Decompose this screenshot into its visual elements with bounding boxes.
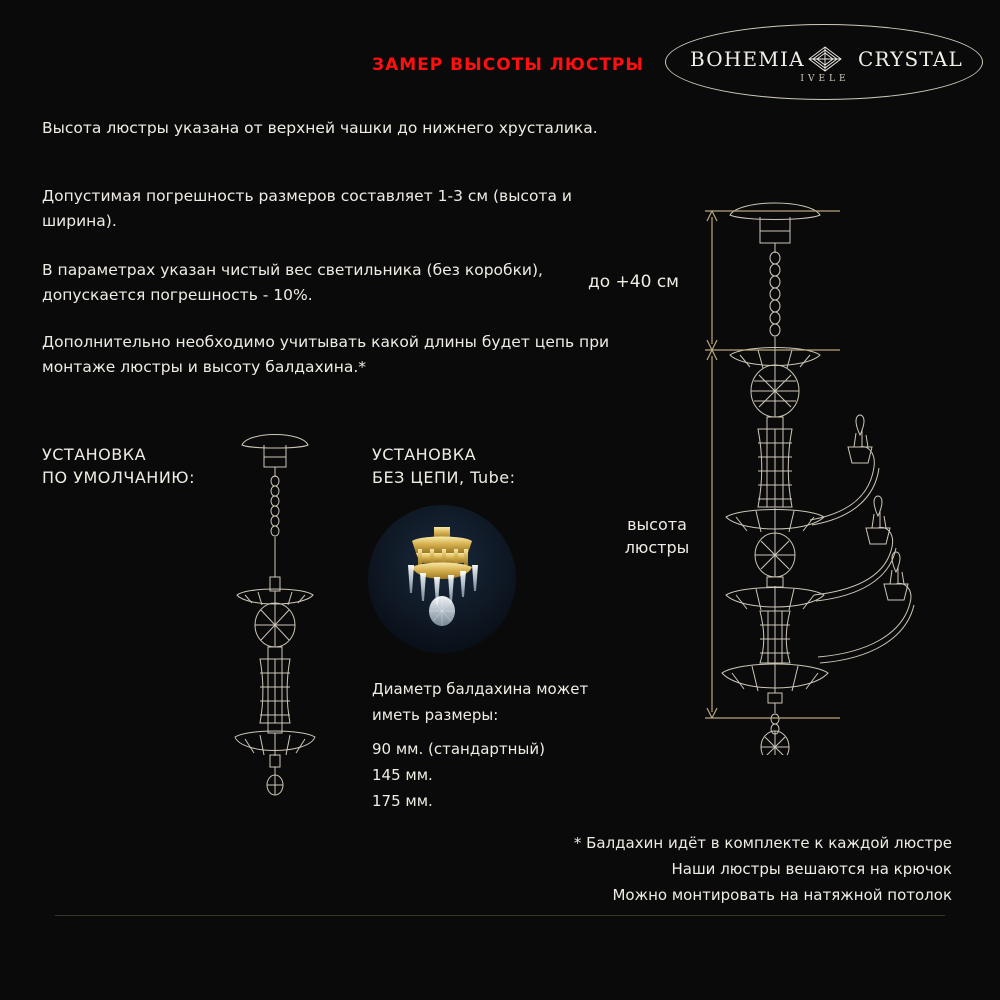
chandelier-default-illustration — [190, 415, 360, 815]
footer-note-2: Наши люстры вешаются на крючок — [671, 860, 952, 878]
canopy-size-1: 145 мм. — [372, 766, 433, 784]
chandelier-large-illustration — [690, 195, 990, 755]
intro-paragraph-1: Высота люстры указана от верхней чашки до нижнего хрусталика. — [42, 119, 598, 137]
logo-subtext: IVELE — [800, 74, 850, 84]
canopy-size-0: 90 мм. (стандартный) — [372, 740, 545, 758]
dimension-arrows — [690, 195, 990, 755]
footer-note-3: Можно монтировать на натяжной потолок — [612, 886, 952, 904]
intro-paragraph-2: Допустимая погрешность размеров составляет 1-3 см (высота и ширина). — [42, 187, 572, 230]
intro-paragraph-4: Дополнительно необходимо учитывать какой длины будет цепь при монтаже люстры и высоту балдахина.* — [42, 333, 610, 376]
footer-divider — [55, 915, 945, 916]
section-label-nochain-line1: УСТАНОВКА — [372, 445, 477, 464]
canopy-size-2: 175 мм. — [372, 792, 433, 810]
tube-chandelier-photo-illustration — [368, 505, 516, 653]
canopy-intro-line1: Диаметр балдахина может — [372, 680, 589, 698]
brand-logo — [665, 24, 985, 102]
section-label-default-install — [42, 443, 195, 489]
dimension-top-label: до +40 см — [588, 272, 680, 292]
canopy-diameter-text — [372, 676, 588, 814]
canopy-intro-line2: иметь размеры: — [372, 706, 499, 724]
diamond-icon — [806, 46, 844, 72]
footer-notes — [574, 830, 952, 908]
section-label-default-line2: ПО УМОЛЧАНИЮ: — [42, 468, 195, 487]
intro-paragraph-3: В параметрах указан чистый вес светильника (без коробки), допускается погрешность - 10%. — [42, 261, 543, 304]
dimension-height-label — [607, 513, 707, 559]
tube-install-photo — [368, 505, 516, 653]
page-title: ЗАМЕР ВЫСОТЫ ЛЮСТРЫ — [372, 55, 644, 75]
section-label-default-line1: УСТАНОВКА — [42, 445, 147, 464]
logo-text-left: BOHEMIA — [690, 47, 805, 71]
section-label-nochain-line2: БЕЗ ЦЕПИ, Tube: — [372, 468, 516, 487]
logo-text-right: CRYSTAL — [857, 47, 963, 71]
dimension-height-line1: высота — [627, 515, 687, 534]
section-label-nochain-install — [372, 443, 516, 489]
footer-note-1: * Балдахин идёт в комплекте к каждой люстре — [573, 834, 952, 852]
dimension-height-line2: люстры — [624, 538, 690, 557]
